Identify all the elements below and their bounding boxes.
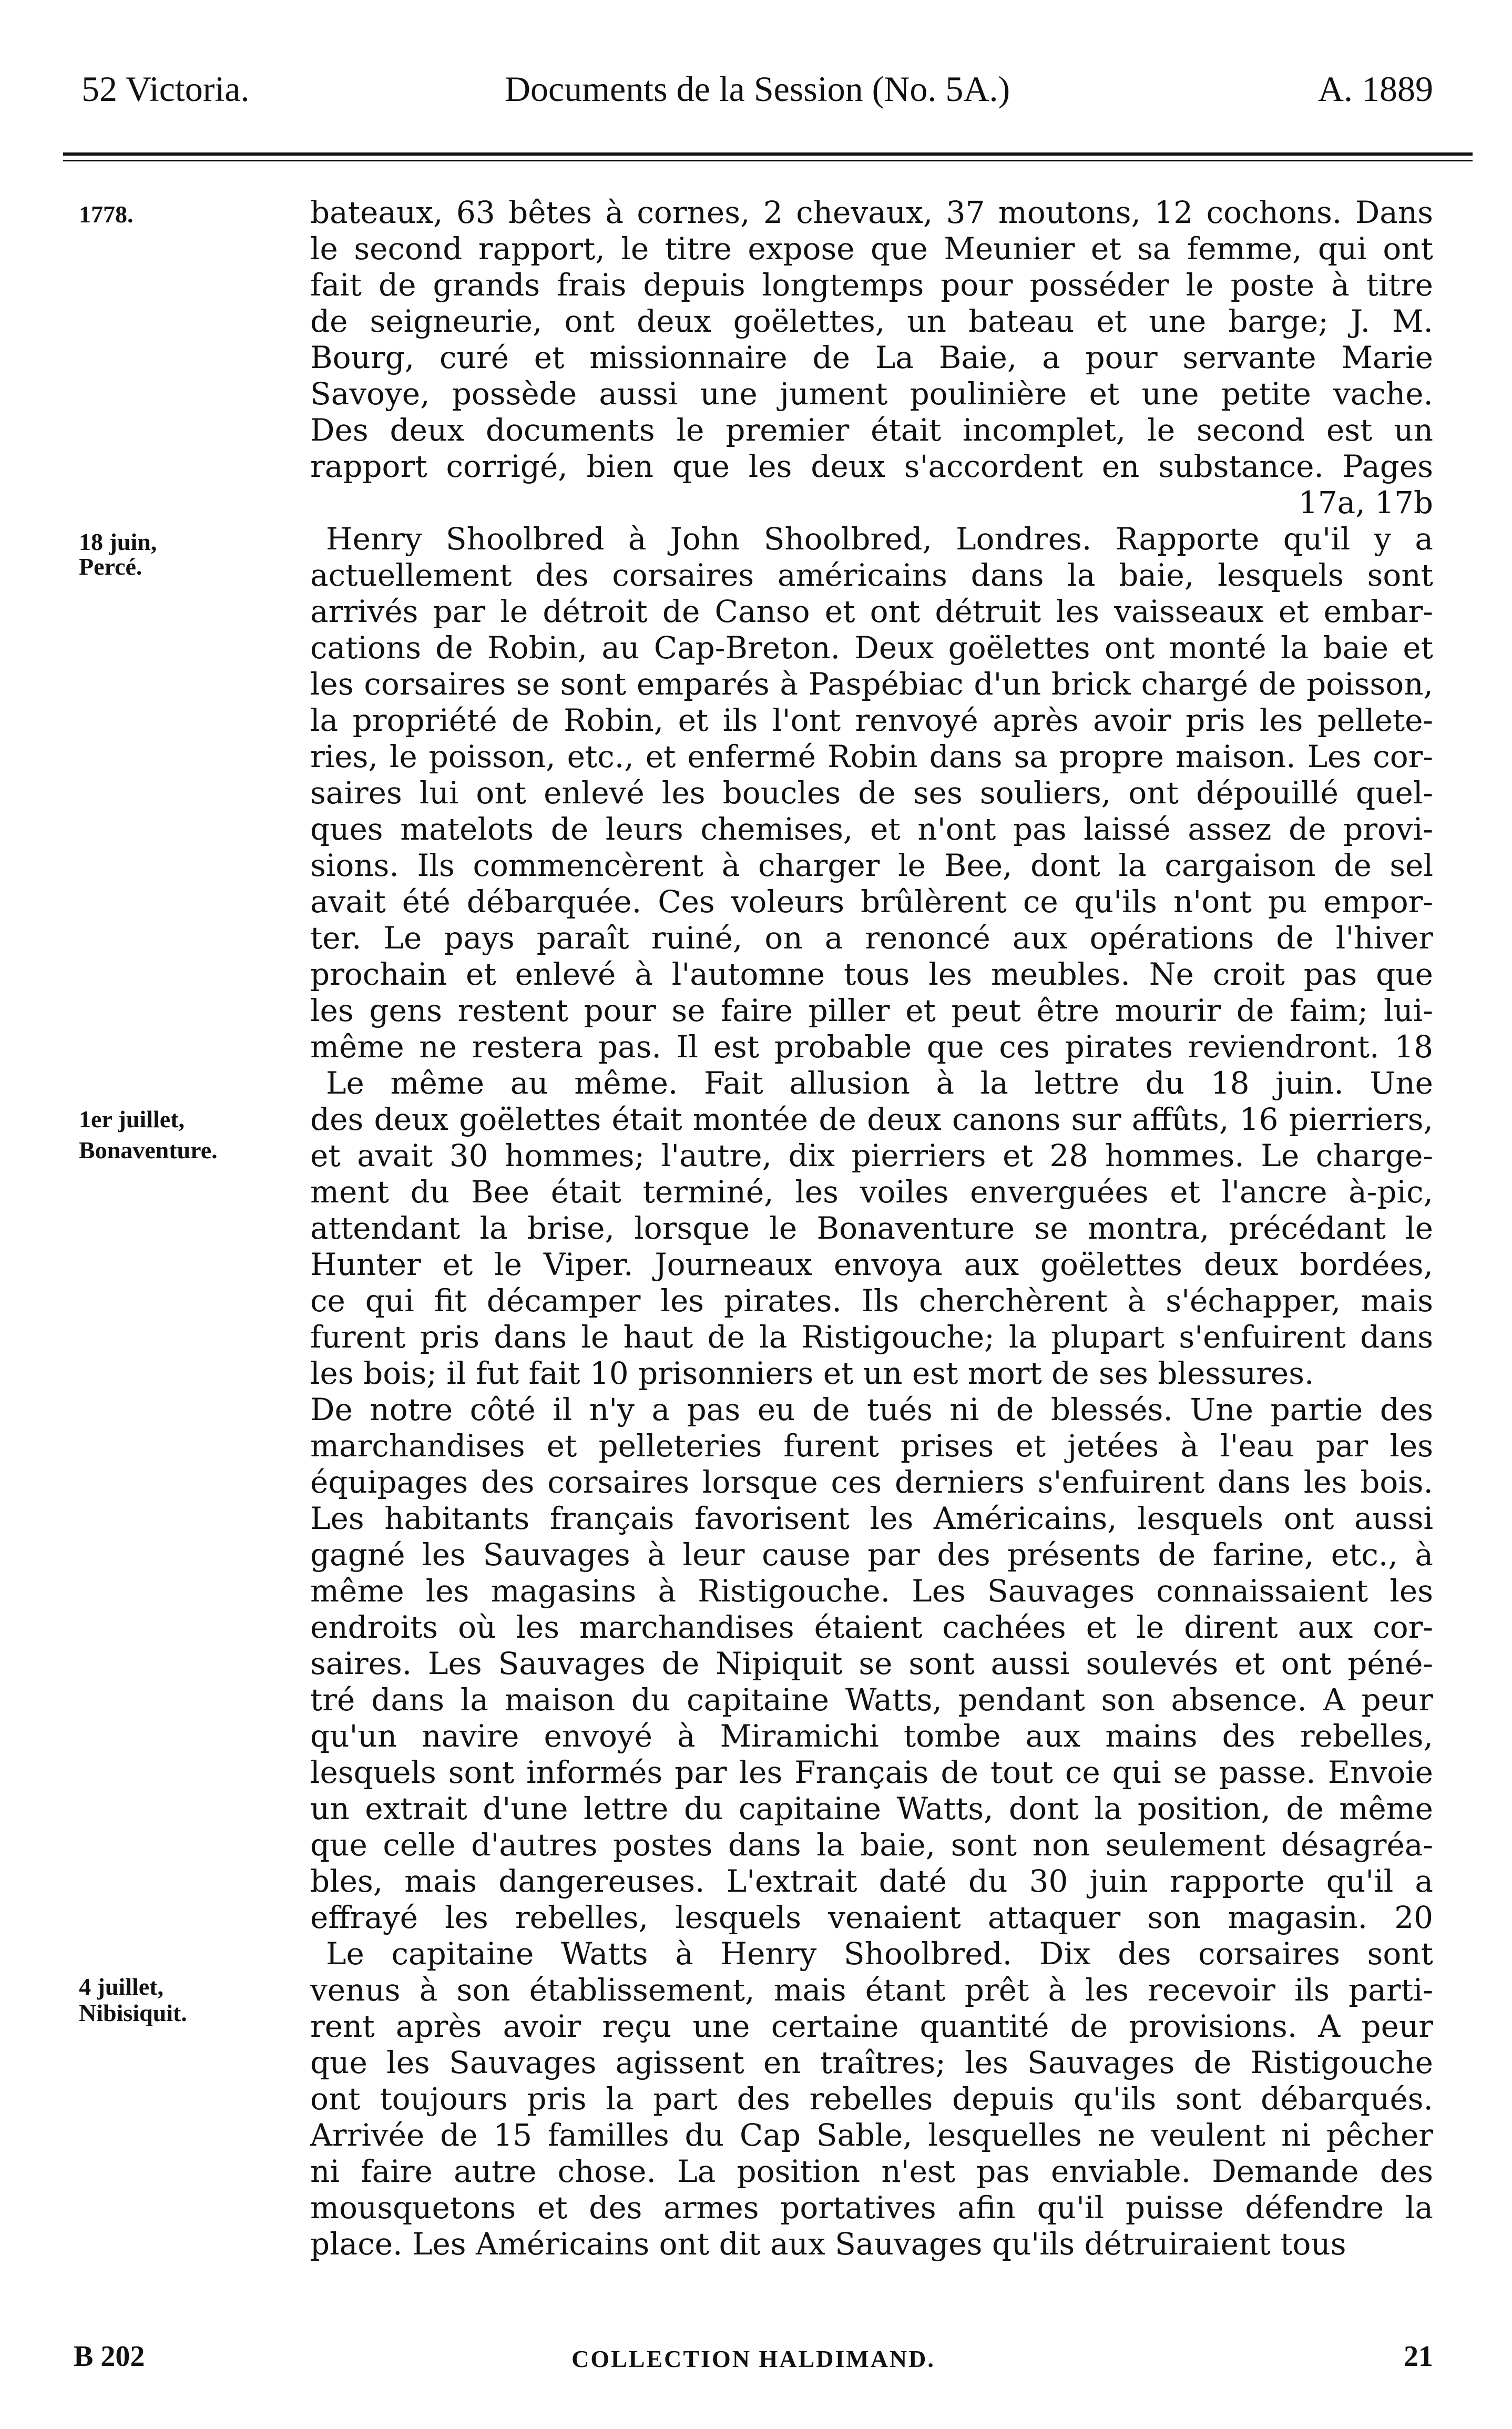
text-line: les bois; il fut fait 10 prisonniers et un est mort de ses blessures.: [310, 1355, 1314, 1391]
text-line: De notre côté il n'y a pas eu de tués ni de blessés. Une partie des: [310, 1392, 1433, 1427]
text-line: le second rapport, le titre expose que Meunier et sa femme, qui ont: [310, 231, 1433, 267]
footer-signature: B 202: [74, 2340, 145, 2373]
text-line: rapport corrigé, bien que les deux s'accordent en substance. Pages: [310, 448, 1433, 484]
text-line: saires lui ont enlevé les boucles de ses souliers, ont dépouillé quel-: [310, 775, 1433, 811]
text-line: rent après avoir reçu une certaine quantité de provisions. A peur: [310, 2008, 1433, 2044]
text-line: des deux goëlettes était montée de deux canons sur affûts, 16 pierriers,: [310, 1101, 1433, 1137]
footer-collection: COLLECTION HALDIMAND.: [571, 2345, 935, 2372]
text-line: endroits où les marchandises étaient cachées et le dirent aux cor-: [310, 1609, 1433, 1645]
text-line: Les habitants français favorisent les Américains, lesquels ont aussi: [310, 1501, 1433, 1536]
text-line: de seigneurie, ont deux goëlettes, un bateau et une barge; J. M.: [310, 303, 1433, 339]
text-line: place. Les Américains ont dit aux Sauvages qu'ils détruiraient tous: [310, 2226, 1346, 2262]
text-line: effrayé les rebelles, lesquels venaient attaquer son magasin. 20: [310, 1900, 1433, 1935]
text-line: sions. Ils commencèrent à charger le Bee, dont la cargaison de sel: [310, 848, 1433, 883]
margin-date-3: 4 juillet,: [79, 1973, 164, 2000]
text-line: ce qui fit décamper les pirates. Ils cherchèrent à s'échapper, mais: [310, 1283, 1433, 1319]
text-line: un extrait d'une lettre du capitaine Watts, dont la position, de même: [310, 1791, 1433, 1826]
text-line: Hunter et le Viper. Journeaux envoya aux goëlettes deux bordées,: [310, 1247, 1433, 1282]
text-line: qu'un navire envoyé à Miramichi tombe aux mains des rebelles,: [310, 1718, 1433, 1754]
text-line: même les magasins à Ristigouche. Les Sauvages connaissaient les: [310, 1573, 1433, 1609]
text-line: actuellement des corsaires américains dans la baie, lesquels sont: [310, 557, 1433, 593]
text-line: Arrivée de 15 familles du Cap Sable, lesquelles ne veulent ni pêcher: [310, 2117, 1433, 2153]
text-line: équipages des corsaires lorsque ces derniers s'enfuirent dans les bois.: [310, 1464, 1433, 1500]
text-line: gagné les Sauvages à leur cause par des présents de farine, etc., à: [310, 1537, 1433, 1573]
margin-place-3: Nibisiquit.: [79, 1999, 187, 2026]
text-line: Des deux documents le premier était incomplet, le second est un: [310, 412, 1433, 448]
text-line: Le même au même. Fait allusion à la lettre du 18 juin. Une: [326, 1065, 1433, 1101]
text-line: arrivés par le détroit de Canso et ont détruit les vaisseaux et embar-: [310, 594, 1433, 629]
text-line: saires. Les Sauvages de Nipiquit se sont aussi soulevés et ont péné-: [310, 1646, 1433, 1681]
page-header: [81, 68, 1433, 110]
text-line: ont toujours pris la part des rebelles depuis qu'ils sont débarqués.: [310, 2081, 1433, 2117]
text-line: venus à son établissement, mais étant prêt à les recevoir ils parti-: [310, 1972, 1433, 2008]
text-line: fait de grands frais depuis longtemps pour posséder le poste à titre: [310, 267, 1433, 303]
footer-page-number: 21: [1404, 2340, 1433, 2373]
text-line: ni faire autre chose. La position n'est pas enviable. Demande des: [310, 2154, 1433, 2189]
text-line: cations de Robin, au Cap-Breton. Deux goëlettes ont monté la baie et: [310, 630, 1433, 666]
header-rule-thin: [63, 160, 1473, 161]
text-line: lesquels sont informés par les Français de tout ce qui se passe. Envoie: [310, 1754, 1433, 1790]
text-line: Savoye, possède aussi une jument poulinière et une petite vache.: [310, 376, 1433, 412]
header-title: Documents de la Session (No. 5A.): [504, 69, 1010, 109]
text-line: ment du Bee était terminé, les voiles enverguées et l'ancre à-pic,: [310, 1174, 1433, 1210]
text-line: tré dans la maison du capitaine Watts, pendant son absence. A peur: [310, 1682, 1433, 1718]
header-rule-thick: [63, 152, 1473, 156]
text-line: même ne restera pas. Il est probable que ces pirates reviendront. 18: [310, 1029, 1433, 1065]
text-line: furent pris dans le haut de la Ristigouche; la plupart s'enfuirent dans: [310, 1319, 1433, 1355]
margin-date-2: 1er juillet,: [79, 1106, 185, 1132]
text-line: bles, mais dangereuses. L'extrait daté du 30 juin rapporte qu'il a: [310, 1863, 1433, 1899]
text-line: ques matelots de leurs chemises, et n'ont pas laissé assez de provi-: [310, 811, 1433, 847]
text-line: Le capitaine Watts à Henry Shoolbred. Dix des corsaires sont: [326, 1936, 1433, 1972]
page-footer: [74, 2340, 1433, 2382]
text-line: marchandises et pelleteries furent prises et jetées à l'eau par les: [310, 1428, 1433, 1464]
text-line: mousquetons et des armes portatives afin qu'il puisse défendre la: [310, 2190, 1433, 2226]
header-left: 52 Victoria.: [81, 69, 250, 109]
text-line: attendant la brise, lorsque le Bonaventure se montra, précédant le: [310, 1210, 1433, 1246]
margin-place-1: Percé.: [79, 553, 142, 580]
text-line: 17a, 17b: [1298, 485, 1433, 520]
text-line: bateaux, 63 bêtes à cornes, 2 chevaux, 37 moutons, 12 cochons. Dans: [310, 195, 1433, 230]
text-line: Henry Shoolbred à John Shoolbred, Londres. Rapporte qu'il y a: [326, 521, 1433, 557]
text-line: ter. Le pays paraît ruiné, on a renoncé aux opérations de l'hiver: [310, 920, 1433, 956]
margin-place-2: Bonaventure.: [79, 1137, 218, 1164]
text-line: prochain et enlevé à l'automne tous les meubles. Ne croit pas que: [310, 956, 1433, 992]
text-line: ries, le poisson, etc., et enfermé Robin dans sa propre maison. Les cor-: [310, 739, 1433, 774]
text-line: les gens restent pour se faire piller et peut être mourir de faim; lui-: [310, 993, 1433, 1028]
margin-year: 1778.: [79, 201, 134, 228]
text-line: la propriété de Robin, et ils l'ont renvoyé après avoir pris les pellete-: [310, 702, 1433, 738]
text-line: que celle d'autres postes dans la baie, sont non seulement désagréa-: [310, 1827, 1433, 1863]
header-right: A. 1889: [1317, 69, 1433, 109]
text-line: les corsaires se sont emparés à Paspébiac d'un brick chargé de poisson,: [310, 666, 1433, 702]
text-line: et avait 30 hommes; l'autre, dix pierriers et 28 hommes. Le charge-: [310, 1138, 1433, 1173]
margin-date-1: 18 juin,: [79, 528, 157, 555]
text-line: que les Sauvages agissent en traîtres; les Sauvages de Ristigouche: [310, 2045, 1433, 2080]
text-line: Bourg, curé et missionnaire de La Baie, a pour servante Marie: [310, 340, 1433, 375]
text-line: avait été débarquée. Ces voleurs brûlèrent ce qu'ils n'ont pu empor-: [310, 884, 1433, 920]
